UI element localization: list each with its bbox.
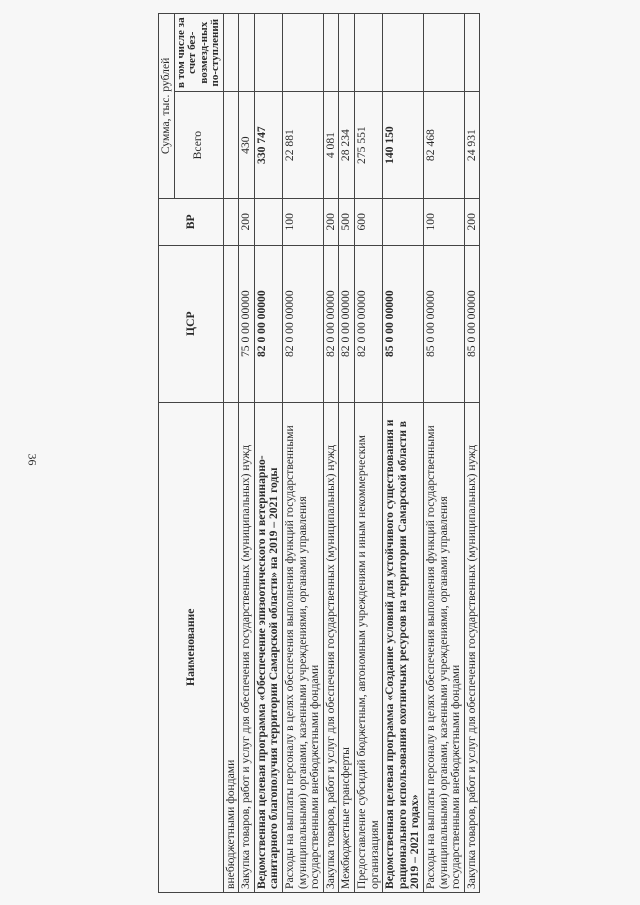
row-csr: 85 0 00 00000 <box>383 245 424 402</box>
row-total: 275 551 <box>354 92 382 198</box>
row-total: 22 881 <box>282 92 323 198</box>
row-total: 4 081 <box>323 92 339 198</box>
row-name: Закупка товаров, работ и услуг для обеспечения государственных (муниципальных) нужд <box>323 402 339 892</box>
table-row <box>354 14 382 893</box>
row-including <box>383 14 424 92</box>
row-name: внебюджетными фондами <box>223 402 239 892</box>
row-including <box>323 14 339 92</box>
header-csr: ЦСР <box>159 245 224 402</box>
row-total <box>223 92 239 198</box>
row-vr: 100 <box>423 198 464 245</box>
header-sum-group: Сумма, тыс. рублей <box>159 14 175 199</box>
table-row <box>383 14 424 893</box>
row-vr: 200 <box>464 198 480 245</box>
row-total: 28 234 <box>339 92 355 198</box>
table-row <box>282 14 323 893</box>
table-row <box>239 14 255 893</box>
rotated-table-container <box>158 13 628 893</box>
row-name: Межбюджетные трансферты <box>339 402 355 892</box>
row-name: Ведомственная целевая программа «Обеспечение эпизоотического и ветеринарно-санитарного благополучия территории Самарской области» на 2019 – 2021 годы <box>254 402 282 892</box>
row-including <box>423 14 464 92</box>
row-total: 24 931 <box>464 92 480 198</box>
row-vr <box>383 198 424 245</box>
row-csr: 82 0 00 00000 <box>282 245 323 402</box>
table-row <box>423 14 464 893</box>
row-name: Расходы на выплаты персоналу в целях обеспечения выполнения функций государственными (муниципальными) органами, казенными учреждениями, органами управления государственными внебюджетными фондами <box>423 402 464 892</box>
row-including <box>464 14 480 92</box>
header-including: в том числе за счет без-возмезд-ных по-ступлений <box>174 14 223 92</box>
table-body <box>223 14 480 893</box>
table-row <box>223 14 239 893</box>
row-total: 330 747 <box>254 92 282 198</box>
header-total: Всего <box>174 92 223 198</box>
row-including <box>282 14 323 92</box>
row-total: 82 468 <box>423 92 464 198</box>
row-including <box>239 14 255 92</box>
table-row <box>323 14 339 893</box>
row-name: Предоставление субсидий бюджетным, автономным учреждениям и иным некоммерческим организациям <box>354 402 382 892</box>
table-row <box>464 14 480 893</box>
row-csr: 82 0 00 00000 <box>354 245 382 402</box>
row-vr: 100 <box>282 198 323 245</box>
row-total: 430 <box>239 92 255 198</box>
row-name: Закупка товаров, работ и услуг для обеспечения государственных (муниципальных) нужд <box>464 402 480 892</box>
header-name: Наименование <box>159 402 224 892</box>
row-vr: 600 <box>354 198 382 245</box>
page-number: 36 <box>25 453 40 466</box>
row-csr: 82 0 00 00000 <box>323 245 339 402</box>
row-vr: 500 <box>339 198 355 245</box>
row-csr: 75 0 00 00000 <box>239 245 255 402</box>
row-including <box>223 14 239 92</box>
row-name: Ведомственная целевая программа «Создание условий для устойчивого существования и рационального использования охотничьих ресурсов на территории Самарской области в 2019 – 2021 годах» <box>383 402 424 892</box>
row-including <box>254 14 282 92</box>
header-vr: ВР <box>159 198 224 245</box>
row-total: 140 150 <box>383 92 424 198</box>
row-vr <box>223 198 239 245</box>
row-vr: 200 <box>239 198 255 245</box>
row-name: Расходы на выплаты персоналу в целях обеспечения выполнения функций государственными (муниципальными) органами, казенными учреждениями, органами управления государственными внебюджетными фондами <box>282 402 323 892</box>
row-csr: 82 0 00 00000 <box>254 245 282 402</box>
table-row <box>339 14 355 893</box>
row-csr: 82 0 00 00000 <box>339 245 355 402</box>
row-including <box>339 14 355 92</box>
budget-table <box>158 13 480 893</box>
row-csr: 85 0 00 00000 <box>423 245 464 402</box>
row-including <box>354 14 382 92</box>
row-csr <box>223 245 239 402</box>
row-csr: 85 0 00 00000 <box>464 245 480 402</box>
row-vr <box>254 198 282 245</box>
table-row <box>254 14 282 893</box>
row-vr: 200 <box>323 198 339 245</box>
row-name: Закупка товаров, работ и услуг для обеспечения государственных (муниципальных) нужд <box>239 402 255 892</box>
